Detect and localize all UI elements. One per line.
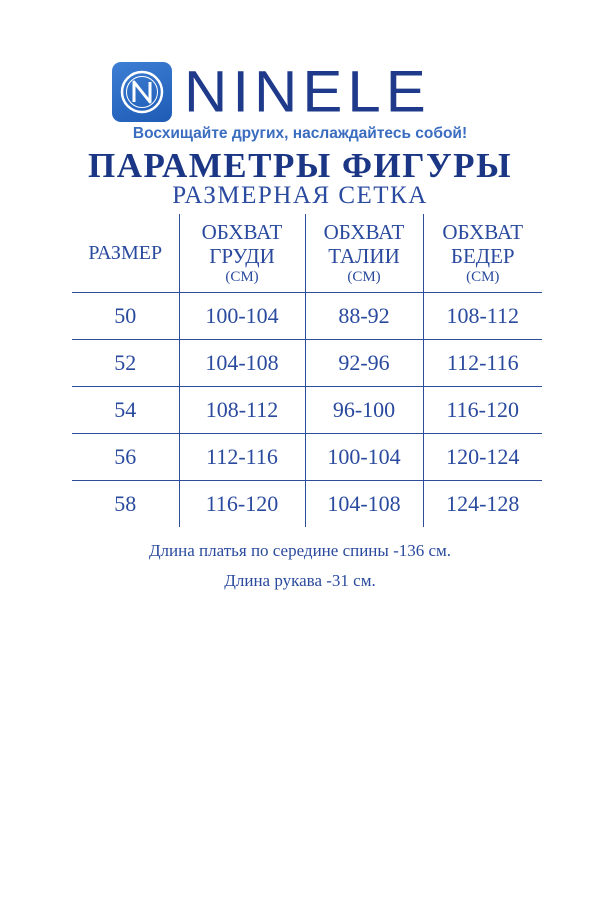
waist-cell: 96-100 <box>305 387 423 434</box>
hips-cell: 112-116 <box>423 340 542 387</box>
brand-name: NINELE <box>184 58 431 125</box>
header-line2: ГРУДИ <box>209 244 275 268</box>
hips-column-header <box>423 214 542 293</box>
header-unit: (СМ) <box>347 269 381 285</box>
header-line1: ОБХВАТ <box>201 220 283 244</box>
header-line2: БЕДЕР <box>450 244 515 268</box>
size-cell: 52 <box>72 340 179 387</box>
table-header-row <box>72 214 542 293</box>
page-subtitle: РАЗМЕРНАЯ СЕТКА <box>172 182 428 209</box>
header-line1: ОБХВАТ <box>442 220 524 244</box>
waist-cell: 100-104 <box>305 434 423 481</box>
size-chart-table <box>72 214 542 527</box>
size-column-header <box>72 214 179 293</box>
table-row <box>72 340 542 387</box>
page-title: ПАРАМЕТРЫ ФИГУРЫ <box>88 146 512 185</box>
waist-cell: 104-108 <box>305 481 423 528</box>
table-row <box>72 481 542 528</box>
size-cell: 54 <box>72 387 179 434</box>
hips-cell: 120-124 <box>423 434 542 481</box>
waist-column-header <box>305 214 423 293</box>
bust-cell: 116-120 <box>179 481 305 528</box>
bust-cell: 108-112 <box>179 387 305 434</box>
size-header-label: РАЗМЕР <box>88 241 163 264</box>
size-cell: 50 <box>72 293 179 340</box>
bust-column-header <box>179 214 305 293</box>
bust-cell: 100-104 <box>179 293 305 340</box>
sleeve-length-note: Длина рукава -31 см. <box>224 571 376 590</box>
ninele-monogram-icon <box>112 62 172 122</box>
size-cell: 56 <box>72 434 179 481</box>
brand-tagline: Восхищайте других, наслаждайтесь собой! <box>132 125 468 142</box>
hips-cell: 116-120 <box>423 387 542 434</box>
header-unit: (СМ) <box>225 269 259 285</box>
header-unit: (СМ) <box>466 269 500 285</box>
hips-cell: 108-112 <box>423 293 542 340</box>
hips-cell: 124-128 <box>423 481 542 528</box>
bust-cell: 104-108 <box>179 340 305 387</box>
header-line1: ОБХВАТ <box>323 220 405 244</box>
table-row <box>72 293 542 340</box>
brand-logo <box>112 58 431 125</box>
bust-cell: 112-116 <box>179 434 305 481</box>
waist-cell: 92-96 <box>305 340 423 387</box>
waist-cell: 88-92 <box>305 293 423 340</box>
table-row <box>72 387 542 434</box>
dress-length-note: Длина платья по середине спины -136 см. <box>148 541 452 560</box>
header-line2: ТАЛИИ <box>328 244 400 268</box>
size-cell: 58 <box>114 491 137 516</box>
table-row <box>72 434 542 481</box>
